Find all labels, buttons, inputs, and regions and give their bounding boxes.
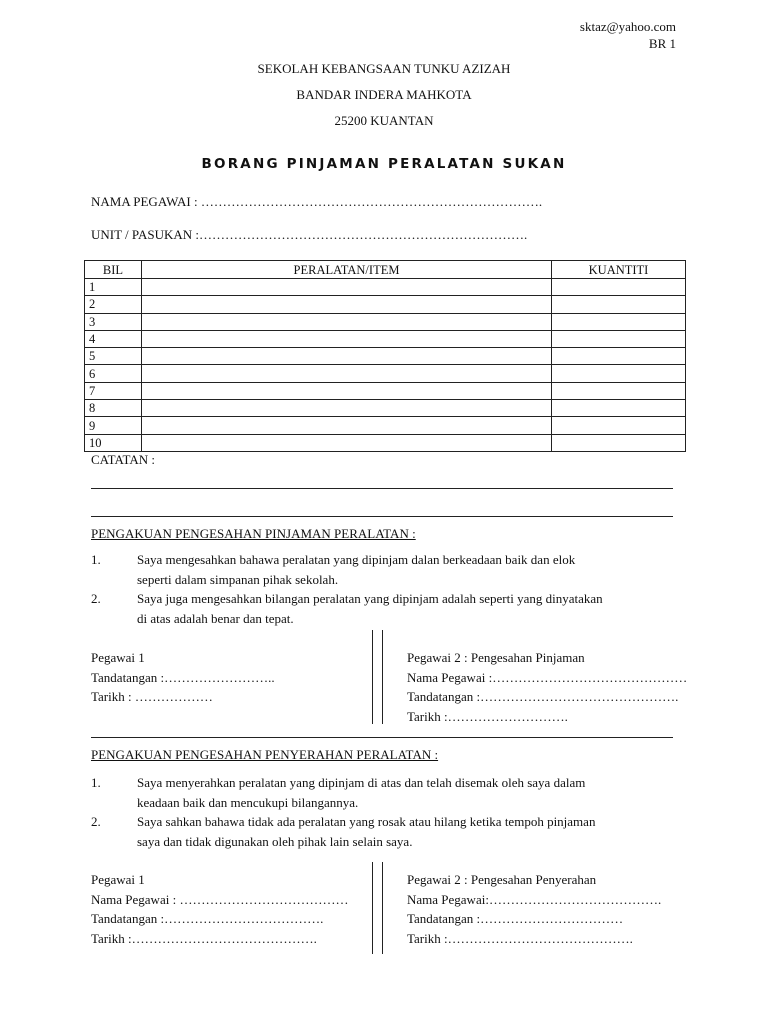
row-item-cell [142,313,552,330]
item-text-line: Saya mengesahkan bahawa peralatan yang dipinjam dalan berkeadaan baik dan elok [137,552,576,567]
table-row [85,348,686,365]
item-text [137,550,681,589]
item-number: 2. [91,814,101,829]
pegawai1-label: Pegawai 1 [91,650,145,665]
table-row [85,330,686,347]
tarikh-field: Tarikh :………………………. [407,708,568,724]
email-text: sktaz@yahoo.com [579,19,676,34]
row-quantity-cell [552,434,686,451]
unit-pasukan-field: UNIT / PASUKAN :…………………………………………………………………. [91,227,528,242]
pegawai1-penyerahan-block [91,870,348,948]
school-postcode: 25200 KUANTAN [334,113,434,128]
item-text [137,812,681,851]
section-pinjaman-statements [91,550,681,628]
table-row [85,417,686,434]
tandatangan-field: Tandatangan :…………………………… [407,911,624,926]
table-row [85,382,686,399]
row-number: 6 [85,365,142,382]
row-quantity-cell [552,382,686,399]
item-text-line: Saya menyerahkan peralatan yang dipinjam di atas dan telah disemak oleh saya dalam [137,775,586,790]
header-kuantiti: KUANTITI [552,261,686,279]
divider-line [372,862,373,954]
form-ref-code: BR 1 [648,36,676,51]
row-quantity-cell [552,313,686,330]
divider-line [382,862,383,954]
row-item-cell [142,296,552,313]
list-item [91,773,681,812]
pegawai2-label: Pegawai 2 : Pengesahan Penyerahan [407,872,597,887]
item-text-line: keadaan baik dan mencukupi bilangannya. [137,794,359,810]
item-text-line: seperti dalam simpanan pihak sekolah. [137,571,339,587]
item-text-line: Saya juga mengesahkan bilangan peralatan yang dipinjam adalah seperti yang dinyatakan [137,591,603,606]
row-item-cell [142,365,552,382]
item-text-line: di atas adalah benar dan tepat. [137,610,294,626]
section-separator-line [91,737,673,738]
pegawai2-label: Pegawai 2 : Pengesahan Pinjaman [407,650,585,665]
item-text-line: saya dan tidak digunakan oleh pihak lain selain saya. [137,833,413,849]
item-number: 1. [91,775,101,790]
row-number: 3 [85,313,142,330]
pegawai1-label: Pegawai 1 [91,872,145,887]
form-title: BORANG PINJAMAN PERALATAN SUKAN [201,156,567,172]
row-quantity-cell [552,348,686,365]
row-item-cell [142,348,552,365]
nama-pegawai-field: Nama Pegawai:…………………………………. [407,891,662,907]
item-number: 1. [91,552,101,567]
table-row [85,365,686,382]
row-number: 8 [85,400,142,417]
pegawai2-penyerahan-block [407,870,661,948]
tarikh-field: Tarikh : ……………… [91,689,213,704]
nama-pegawai-field: Nama Pegawai : ………………………………… [91,891,349,907]
section-pinjaman-title: PENGAKUAN PENGESAHAN PINJAMAN PERALATAN : [91,526,416,541]
item-text [137,773,681,812]
row-quantity-cell [552,417,686,434]
row-quantity-cell [552,400,686,417]
tandatangan-field: Tandatangan :…………………….. [91,669,275,685]
row-item-cell [142,417,552,434]
item-text-line: Saya sahkan bahawa tidak ada peralatan yang rosak atau hilang ketika tempoh pinjaman [137,814,596,829]
header-peralatan: PERALATAN/ITEM [142,261,552,279]
row-quantity-cell [552,330,686,347]
school-area: BANDAR INDERA MAHKOTA [296,87,472,102]
header-bil: BIL [85,261,142,279]
catatan-label: CATATAN : [91,452,156,467]
pegawai1-pinjaman-block [91,648,275,707]
list-item [91,589,681,628]
table-row [85,434,686,451]
row-quantity-cell [552,296,686,313]
row-item-cell [142,382,552,399]
row-number: 7 [85,382,142,399]
row-number: 2 [85,296,142,313]
section-penyerahan-title: PENGAKUAN PENGESAHAN PENYERAHAN PERALATAN : [91,747,439,762]
equipment-table [84,260,686,452]
catatan-line-2 [91,516,673,517]
header-contact [580,18,676,52]
row-number: 5 [85,348,142,365]
nama-pegawai-field: Nama Pegawai :……………………………………… [407,669,688,685]
list-item [91,812,681,851]
tandatangan-field: Tandatangan :………………………………. [91,911,324,926]
table-row [85,313,686,330]
row-item-cell [142,279,552,296]
row-number: 10 [85,434,142,451]
section-penyerahan-statements [91,773,681,851]
tarikh-field: Tarikh :……………………………………. [91,930,317,946]
row-item-cell [142,330,552,347]
catatan-line-1 [91,488,673,489]
row-number: 4 [85,330,142,347]
pegawai2-pinjaman-block [407,648,687,726]
nama-pegawai-field: NAMA PEGAWAI : ……………………………………………………………………. [91,194,543,209]
table-row [85,296,686,313]
divider-line [382,630,383,724]
table-row [85,279,686,296]
list-item [91,550,681,589]
item-number: 2. [91,591,101,606]
school-name: SEKOLAH KEBANGSAAN TUNKU AZIZAH [257,61,511,76]
row-item-cell [142,434,552,451]
school-header [0,56,768,134]
row-number: 9 [85,417,142,434]
row-item-cell [142,400,552,417]
table-header-row [85,261,686,279]
table-row [85,400,686,417]
tarikh-field: Tarikh :……………………………………. [407,930,633,946]
divider-line [372,630,373,724]
item-text [137,589,681,628]
tandatangan-field: Tandatangan :………………………………………. [407,689,679,704]
row-quantity-cell [552,365,686,382]
row-quantity-cell [552,279,686,296]
row-number: 1 [85,279,142,296]
